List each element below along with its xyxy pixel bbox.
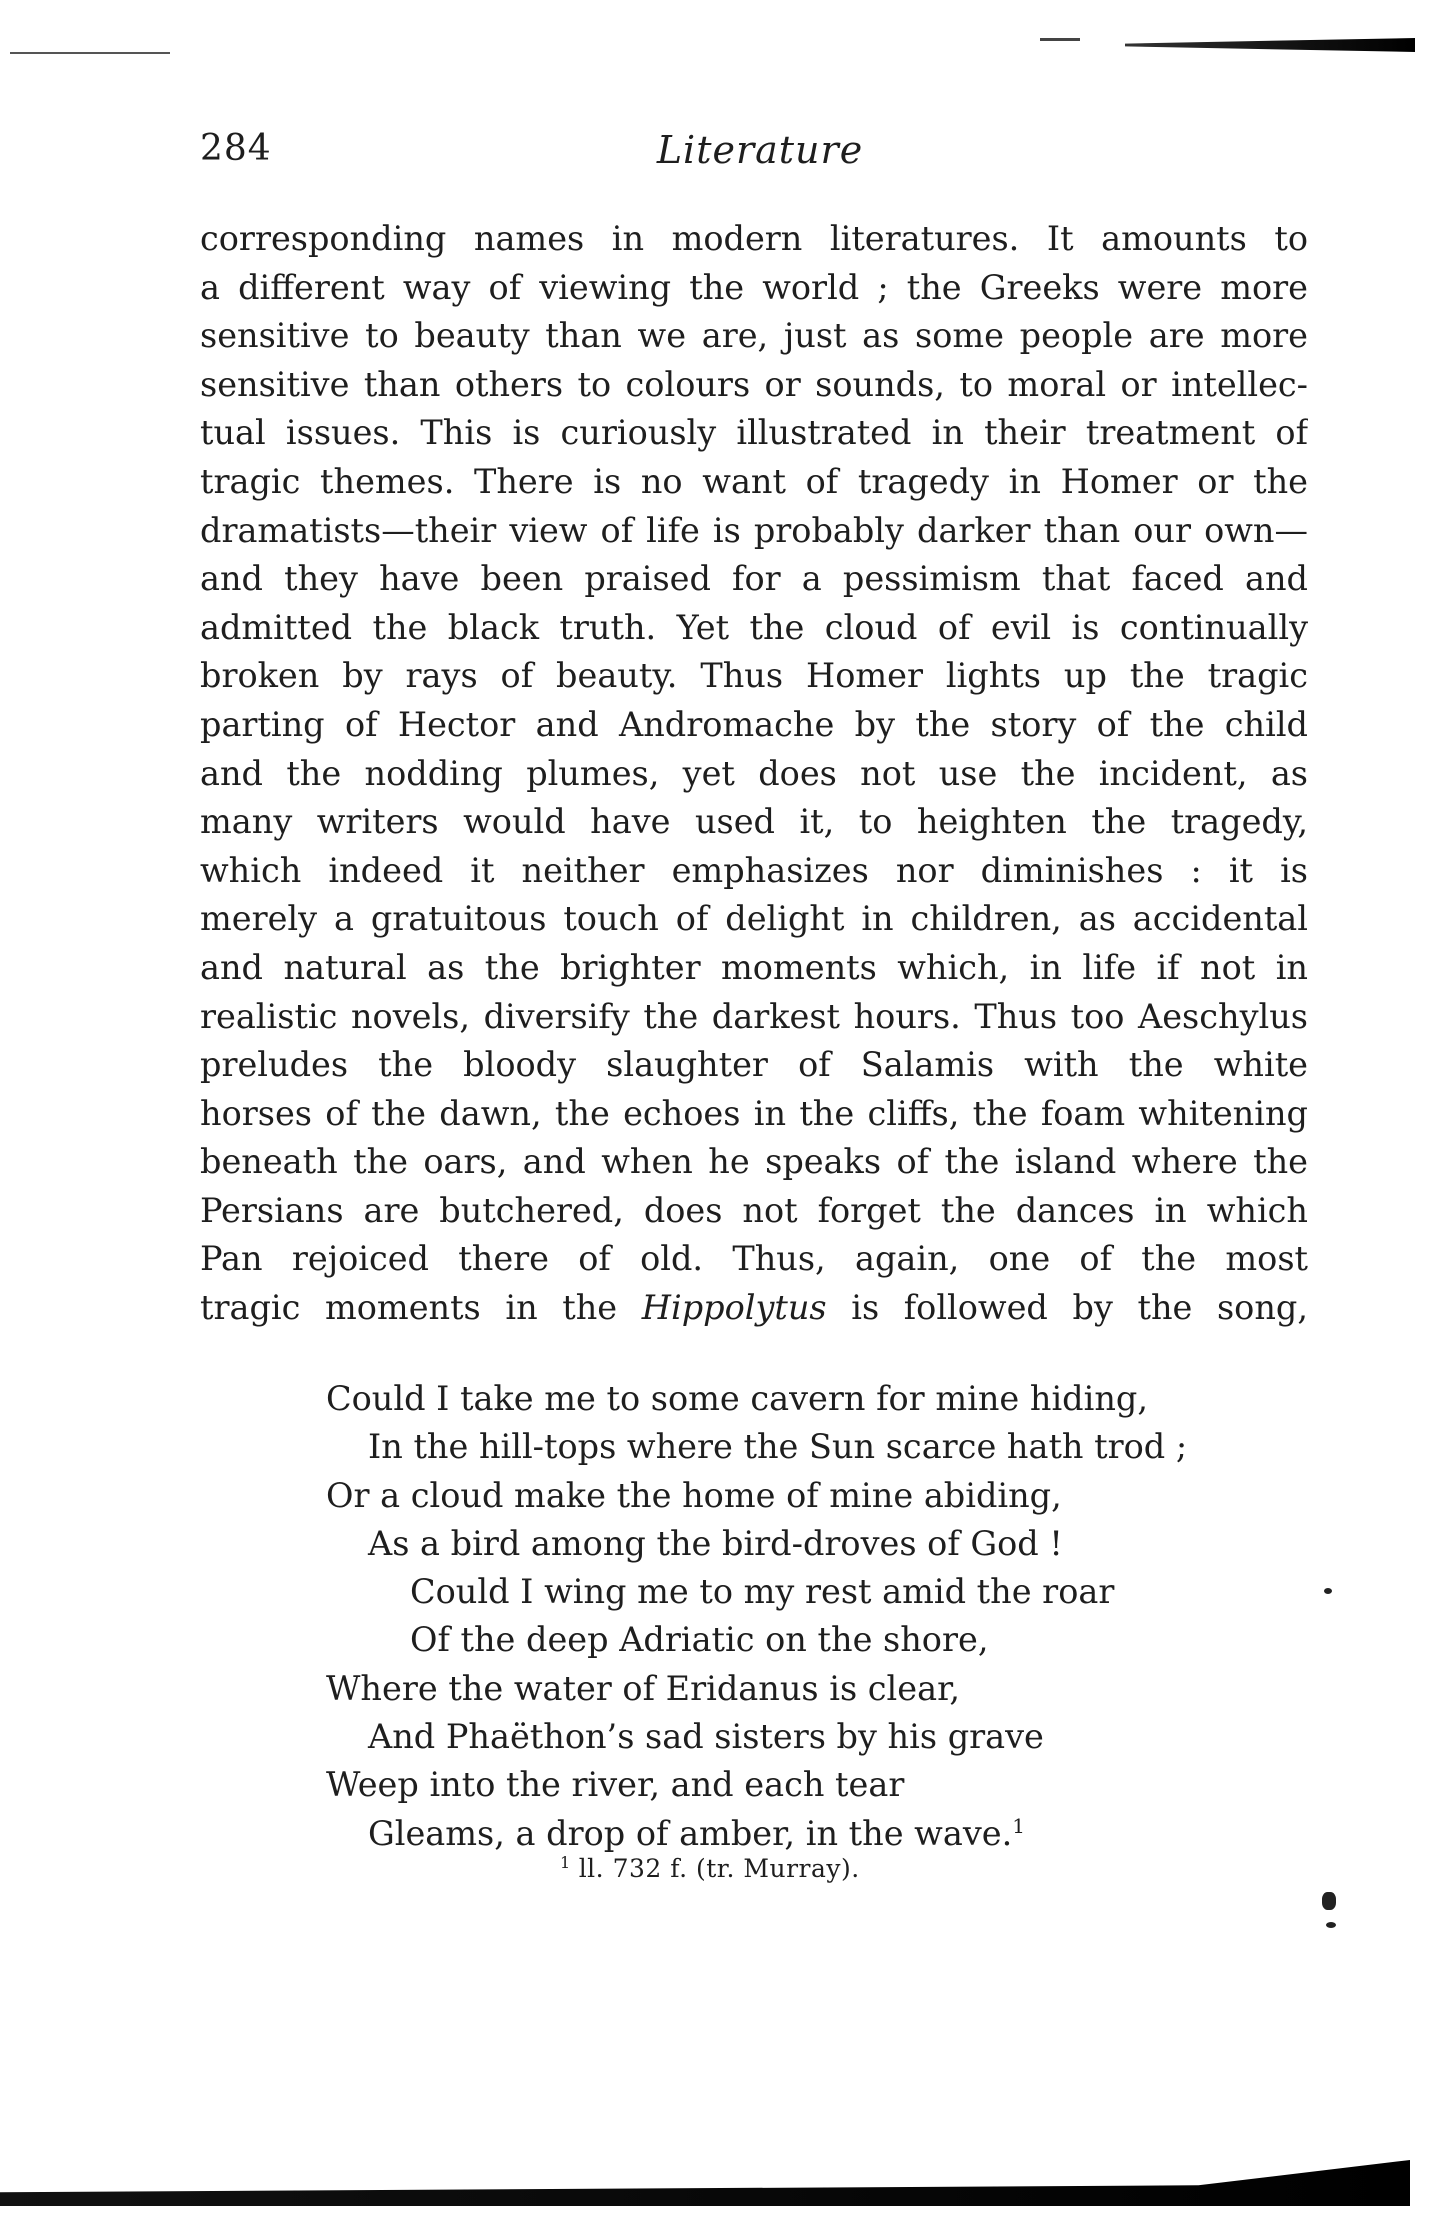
text-line: Persians are butchered, does not forget the dances in which [200,1190,1308,1230]
text-line: Pan rejoiced there of old. Thus, again, one of the most [200,1239,1308,1279]
text-line: preludes the bloody slaughter of Salamis with the white [200,1045,1308,1085]
body-text [200,215,1308,1333]
scan-artifact-bottom [0,2160,1410,2206]
text-line: sensitive to beauty than we are, just as some people are more [200,316,1308,356]
text-line: sensitive than others to colours or sounds, to moral or intellec- [200,364,1308,404]
page-number: 284 [200,128,272,169]
text-line: corresponding names in modern literatures. It amounts to [200,219,1308,258]
text-line: and natural as the brighter moments which, in life if not in [200,947,1308,987]
verse-line: Where the water of Eridanus is clear, [326,1668,961,1708]
scan-artifact-top-right [1125,38,1415,52]
text-line: beneath the oars, and when he speaks of the island where the [200,1142,1308,1182]
verse-line: As a bird among the bird-droves of God ! [368,1523,1063,1563]
text-line: many writers would have used it, to heighten the tragedy, [200,802,1308,842]
scan-smudge [1326,1922,1336,1928]
text-line: realistic novels, diversify the darkest hours. Thus too Aeschylus [200,996,1308,1036]
text-line: dramatists—their view of life is probably darker than our own— [200,510,1308,550]
verse-line: Of the deep Adriatic on the shore, [410,1620,989,1660]
text-line: a different way of viewing the world ; the Greeks were more [200,267,1308,307]
text-line: admitted the black truth. Yet the cloud of evil is continually [200,607,1308,647]
verse-line-last [326,1810,1286,1858]
verse-line: Could I take me to some cavern for mine hiding, [326,1379,1148,1418]
scan-smudge [1322,1892,1336,1910]
footnote-text: ll. 732 f. (tr. Murray). [578,1854,860,1883]
verse-line: Could I wing me to my rest amid the roar [410,1572,1115,1612]
verse-line: In the hill-tops where the Sun scarce hath trod ; [368,1427,1188,1467]
text-line: merely a gratuitous touch of delight in children, as accidental [200,899,1308,939]
work-title-italic: Hippolytus [641,1288,827,1328]
footnote [560,1854,860,1883]
text-line: horses of the dawn, the echoes in the cliffs, the foam whitening [200,1093,1308,1133]
verse-line: And Phaëthon’s sad sisters by his grave [368,1717,1044,1757]
verse-line: Weep into the river, and each tear [326,1765,905,1805]
text-run: tragic moments in the [200,1288,642,1328]
verse-quotation [326,1375,1286,1858]
verse-text: Gleams, a drop of amber, in the wave. [368,1813,1013,1853]
scan-smudge [1324,1588,1332,1594]
text-line: and the nodding plumes, yet does not use the incident, as [200,753,1308,793]
text-line-last [200,1284,1308,1333]
text-line: broken by rays of beauty. Thus Homer lights up the tragic [200,656,1308,696]
text-run: is followed by the song, [826,1288,1308,1328]
text-line: tragic themes. There is no want of tragedy in Homer or the [200,461,1308,501]
footnote-marker: 1 [560,1852,571,1872]
page-header-title: Literature [656,128,864,172]
footnote-reference: 1 [1012,1813,1025,1838]
verse-line: Or a cloud make the home of mine abiding, [326,1475,1062,1515]
text-line: which indeed it neither emphasizes nor diminishes : it is [200,850,1308,890]
running-head [200,128,1320,178]
text-line: tual issues. This is curiously illustrated in their treatment of [200,413,1308,453]
text-line: parting of Hector and Andromache by the story of the child [200,704,1308,744]
scan-artifact-dash [1040,38,1080,41]
scan-artifact-top-left [10,52,170,54]
text-line: and they have been praised for a pessimism that faced and [200,559,1308,599]
